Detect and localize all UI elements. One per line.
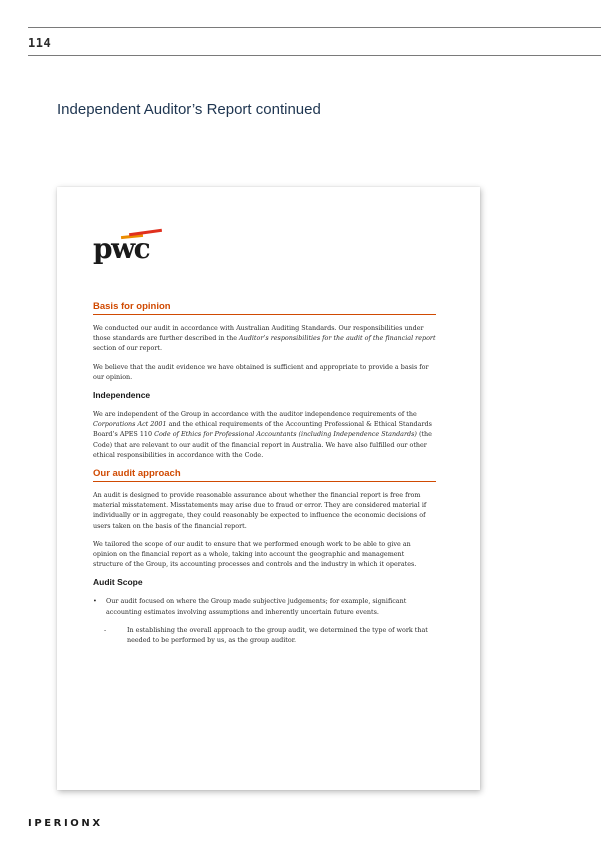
logo-text: pwc bbox=[93, 232, 150, 265]
header-bottom-rule bbox=[28, 55, 601, 56]
header-top-rule bbox=[28, 27, 601, 28]
basis-paragraph-1: We conducted our audit in accordance with Australian Auditing Standards. Our responsibilities under those standards are further described in the Auditor’s responsibilities for the audit of the financial report section of our report. bbox=[93, 324, 436, 353]
approach-paragraph-2: We tailored the scope of our audit to ensure that we performed enough work to be able to give an opinion on the financial report as a whole, taking into account the geographic and management structure of the Group, its accounting processes and controls and the industry in which it operates. bbox=[93, 539, 417, 569]
audit-scope-list bbox=[93, 596, 436, 645]
list-item: • Our audit focused on where the Group made subjective judgements; for example, significant accounting estimates involving assumptions and inherently uncertain future events. bbox=[93, 597, 407, 616]
independence-paragraph: We are independent of the Group in accordance with the auditor independence requirements of the Corporations Act 2001 and the ethical requirements of the Accounting Professional & Ethical Standards Board’s APES 110 Code of Ethics for Professional Accountants (including Independence Standards) (the Code) that are relevant to our audit of the financial report in Australia. We have also fulfilled our other ethical responsibilities in accordance with the Code. bbox=[93, 410, 432, 459]
approach-paragraph-1: An audit is designed to provide reasonable assurance about whether the financial report is free from material misstatement. Misstatements may arise due to fraud or error. They are considered material if individually or in aggregate, they could reasonably be expected to influence the economic decisions of users taken on the basis of the financial report. bbox=[93, 491, 427, 530]
dash-marker-icon: - bbox=[104, 625, 107, 634]
basis-paragraph-2: We believe that the audit evidence we have obtained is sufficient and appropriate to provide a basis for our opinion. bbox=[93, 362, 429, 381]
iperionx-logo: IPERIONX bbox=[28, 818, 103, 829]
pwc-logo bbox=[93, 229, 165, 269]
heading-basis-for-opinion: Basis for opinion bbox=[93, 301, 436, 315]
report-page-image bbox=[57, 187, 480, 790]
report-content bbox=[93, 301, 436, 645]
heading-audit-approach: Our audit approach bbox=[93, 468, 436, 482]
page-number: 114 bbox=[28, 36, 52, 50]
list-item: - In establishing the overall approach to the group audit, we determined the type of work that needed to be performed by us, as the group auditor. bbox=[104, 625, 428, 645]
heading-independence: Independence bbox=[93, 390, 151, 401]
page-title: Independent Auditor’s Report continued bbox=[57, 101, 321, 118]
bullet-dot-icon: • bbox=[93, 597, 97, 606]
heading-audit-scope: Audit Scope bbox=[93, 577, 143, 588]
